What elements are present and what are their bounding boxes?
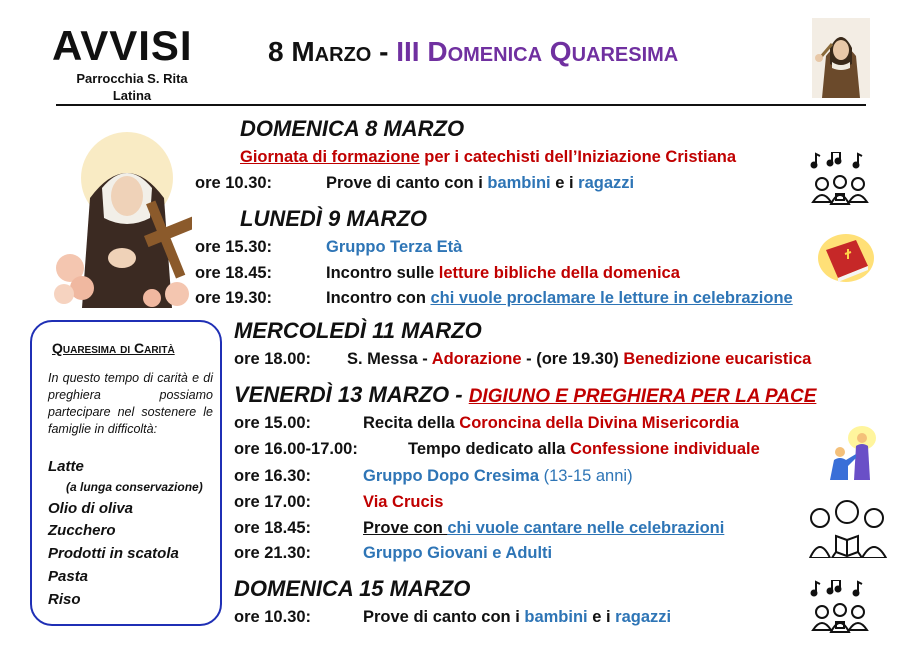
formation-day-text: Giornata di formazione	[240, 148, 420, 166]
charity-item: Latte	[48, 458, 84, 475]
row-text: Tempo dedicato alla	[408, 440, 570, 458]
charity-item: Riso	[48, 591, 81, 608]
row-text: S. Messa -	[347, 350, 432, 368]
row-text: - (	[521, 350, 542, 368]
wednesday-row1	[347, 350, 811, 369]
day-heading-sunday-8: DOMENICA 8 MARZO	[240, 116, 465, 141]
day-heading-wednesday-11: MERCOLEDÌ 11 MARZO	[234, 318, 482, 343]
row-text: Incontro sulle	[326, 264, 439, 282]
row-text-blue: (13-15 anni)	[539, 467, 633, 485]
date-title	[268, 36, 678, 68]
monday-time2: ore 18.45:	[195, 264, 273, 282]
confession-icon	[826, 424, 876, 480]
row-text: Recita della	[363, 414, 460, 432]
row-text-blue: ragazzi	[615, 608, 672, 626]
charity-item-note: (a lunga conservazione)	[66, 480, 203, 494]
row-text-red: Benedizione eucaristica	[618, 350, 812, 368]
row-text: e i	[587, 608, 616, 626]
row-text: Prove di canto con i	[326, 174, 488, 192]
friday-row3	[363, 467, 633, 486]
charity-item: Pasta	[48, 568, 89, 585]
row-text-blue-underlined: chi vuole cantare nelle celebrazioni	[447, 519, 725, 537]
choir-music-icon	[810, 152, 870, 210]
wednesday-time1: ore 18.00:	[234, 350, 312, 368]
monday-row1: Gruppo Terza Età	[326, 238, 463, 256]
charity-box-title: Quaresima di Carità	[52, 340, 175, 356]
sunday1-time: ore 10.30:	[195, 174, 273, 192]
monday-row3	[326, 289, 793, 308]
row-text-blue: Gruppo Dopo Cresima	[363, 467, 540, 485]
monday-time1: ore 15.30:	[195, 238, 273, 256]
charity-item: Zucchero	[48, 522, 116, 539]
friday-time1: ore 15.00:	[234, 414, 312, 432]
friday-time2: ore 16.00-17.00:	[234, 440, 358, 458]
catechists-text: per i catechisti dell’Iniziazione Cristiana	[419, 148, 737, 166]
friday-row5	[363, 519, 724, 538]
row-text: Prove di canto con i	[363, 608, 525, 626]
row-text-red: Adorazione	[431, 350, 522, 368]
row-text-blue: bambini	[524, 608, 588, 626]
monday-row2	[326, 264, 680, 283]
friday-time3: ore 16.30:	[234, 467, 312, 485]
row-text-blue: bambini	[487, 174, 551, 192]
friday-time4: ore 17.00:	[234, 493, 312, 511]
row-text-red: Confessione individuale	[569, 440, 760, 458]
row-text-red: letture bibliche della domenica	[438, 264, 680, 282]
row-text: ore 19.30)	[541, 350, 619, 368]
sunday2-row1	[363, 608, 671, 627]
sunday1-row2	[326, 174, 634, 193]
date-part1: 8 Marzo -	[268, 36, 389, 67]
date-part2: III Domenica Quaresima	[396, 36, 679, 67]
row-text: Prove con	[363, 519, 448, 537]
saint-rita-praying-icon	[52, 118, 192, 308]
day-heading-friday-13	[234, 382, 816, 408]
friday-row6: Gruppo Giovani e Adulti	[363, 544, 553, 562]
choir-music-icon	[810, 580, 870, 638]
parish-name	[62, 70, 202, 104]
monday-time3: ore 19.30:	[195, 289, 273, 307]
row-text: e i	[550, 174, 579, 192]
friday-time5: ore 18.45:	[234, 519, 312, 537]
saint-rita-portrait-icon	[812, 18, 870, 98]
bible-book-icon	[816, 232, 876, 284]
friday-time6: ore 21.30:	[234, 544, 312, 562]
fasting-prayer-text: DIGIUNO E PREGHIERA PER LA PACE	[468, 386, 817, 407]
sunday1-row1	[240, 148, 736, 167]
row-text-blue-underlined: chi vuole proclamare le letture in celebrazione	[430, 289, 793, 307]
friday-heading-text: VENERDÌ 13 MARZO -	[234, 382, 469, 407]
page-title: AVVISI	[52, 22, 193, 69]
row-text-red: Coroncina della Divina Misericordia	[459, 414, 739, 432]
charity-item: Prodotti in scatola	[48, 545, 179, 562]
row-text: Incontro con	[326, 289, 431, 307]
header-divider	[56, 104, 866, 106]
day-heading-monday-9: LUNEDÌ 9 MARZO	[240, 206, 427, 231]
sunday2-time1: ore 10.30:	[234, 608, 312, 626]
parish-line1: Parrocchia S. Rita	[76, 71, 188, 86]
friday-row1	[363, 414, 739, 433]
parish-line2: Latina	[112, 88, 152, 103]
charity-item: Olio di oliva	[48, 500, 134, 517]
friday-row4: Via Crucis	[363, 493, 444, 511]
day-heading-sunday-15: DOMENICA 15 MARZO	[234, 576, 471, 601]
charity-box-text: In questo tempo di carità e di preghiera possiamo partecipare nel sostenere le famiglie in difficoltà:	[48, 371, 213, 436]
row-text-blue: ragazzi	[578, 174, 635, 192]
choir-singers-icon	[806, 496, 888, 558]
friday-row2	[408, 440, 760, 459]
